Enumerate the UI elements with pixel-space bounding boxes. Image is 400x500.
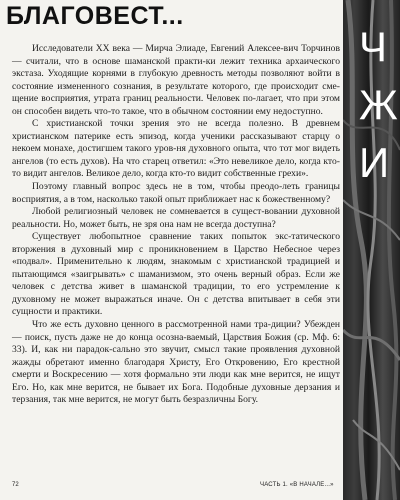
paragraph: Любой религиозный человек не сомневается в сущест-вовании духовной реальности. Но, может быть, не зря она нам не всегда доступна? <box>12 206 340 230</box>
chapter-letter: Ж <box>359 81 398 128</box>
paragraph: Исследователи XX века — Мирча Элиаде, Евгений Алексее-вич Торчинов — считали, что в основе шаманской практи-ки лежит техника архаического экстаза. Уходящие корнями в глубокую древность методы позволяют войти в состояние измененного сознания, в результате которого, где происходит сме-щение восприятия, утрата границ реальности. Человек по-лагает, что при этом он способен видеть что-то такое, что в обычном состоянии ему недоступно. <box>12 43 340 117</box>
chapter-title-letters <box>359 18 399 192</box>
page-header-title: БЛАГОВЕСТ... <box>6 2 184 30</box>
paragraph: С христианской точки зрения это не всегда полезно. В древнем христианском патерике есть эпизод, когда ученики рассказывают старцу о некоем монахе, достигшем такого уров-ня духовного опыта, что тот мог видеть ангелов (то есть духов). На что старец ответил: «Это невеликое дело, когда кто-то видит ангелов. Великое дело, когда кто-то видит собственные грехи». <box>12 118 340 180</box>
running-title: ЧАСТЬ 1. «В НАЧАЛЕ...» <box>260 482 334 488</box>
tree-root-photo <box>343 0 400 500</box>
paragraph: Что же есть духовно ценного в рассмотренной нами тра-диции? Убежден — поиск, пусть даже не до конца осозна-ваемый, Царствия Божия (ср. Мф. 6: 33). И, как ни парадок-сально это звучит, смысл такие проявления духовной жажды обретают именно благодаря Христу, Его Откровению, Его крестной смерти и Воскресению — хотя формально эти люди как мне верится, не ищут Его. Но, как мне верится, не бывает их Бога. Подобные духовные дерзания и терзания, так мне верится, не могут быть безразличны Богу. <box>12 319 340 406</box>
chapter-letter: Ч <box>359 23 387 70</box>
paragraph: Поэтому главный вопрос здесь не в том, чтобы преодо-леть границы восприятия, а в том, насколько такой опыт приближает нас к божественному? <box>12 181 340 205</box>
paragraph: Существует любопытное сравнение таких попыток экс-татического вторжения в духовный мир с проникновением в Царство Небесное через «подвал». Применительно к людям, знакомым с христианской традицией и пытающимся «заигрывать» с шаманизмом, это очень верный образ. Если же человек с детства живет в шаманской традиции, то его устремление к духовному не может выражаться иначе. Он с детства впитывает в себя эти сущности и практики. <box>12 231 340 318</box>
chapter-letter: И <box>359 139 390 186</box>
body-text <box>12 43 340 407</box>
page-number: 72 <box>12 482 19 488</box>
